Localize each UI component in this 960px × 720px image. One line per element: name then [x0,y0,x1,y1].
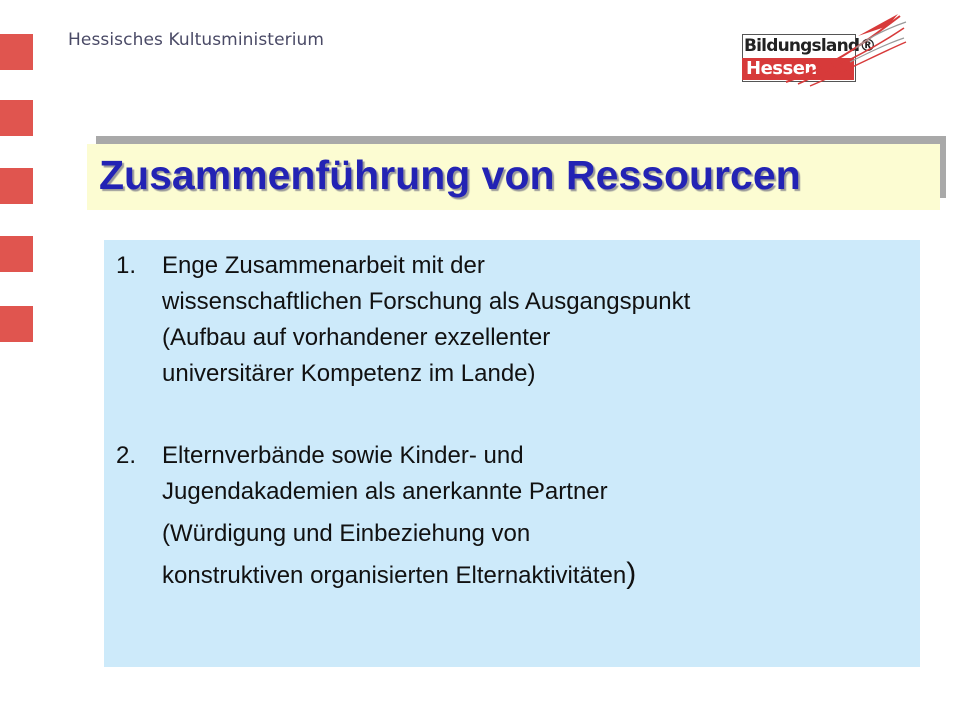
list-number: 2. [116,442,137,469]
ministry-name: Hessisches Kultusministerium [68,30,325,50]
list-line: Enge Zusammenarbeit mit der [162,252,485,279]
list-line: Jugendakademien als anerkannte Partner [162,478,608,505]
list-line-text: konstruktiven organisierten Elternaktivitäten [162,562,627,589]
bildungsland-hessen-logo [738,8,908,88]
side-square-5 [0,306,33,342]
list-line: (Aufbau auf vorhandener exzellenter [162,324,551,351]
list-line: (Würdigung und Einbeziehung von [162,520,531,547]
list-item-1 [116,248,906,392]
logo-bottom-text: Hessen [742,58,854,80]
list-item-2 [116,438,906,594]
logo-top-text: Bildungsland® [744,36,876,56]
side-square-2 [0,100,33,136]
closing-paren: ) [626,557,637,590]
list-number: 1. [116,252,137,279]
slide-title: Zusammenführung von Ressourcen [99,152,801,198]
list-line: universitärer Kompetenz im Lande) [162,360,536,387]
side-square-4 [0,236,33,272]
list-line-last [162,556,906,594]
logo-swoosh-icon [738,8,908,88]
list-line: Elternverbände sowie Kinder- und [162,442,524,469]
side-square-3 [0,168,33,204]
list-line: wissenschaftlichen Forschung als Ausgangspunkt [162,288,691,315]
side-square-1 [0,34,33,70]
